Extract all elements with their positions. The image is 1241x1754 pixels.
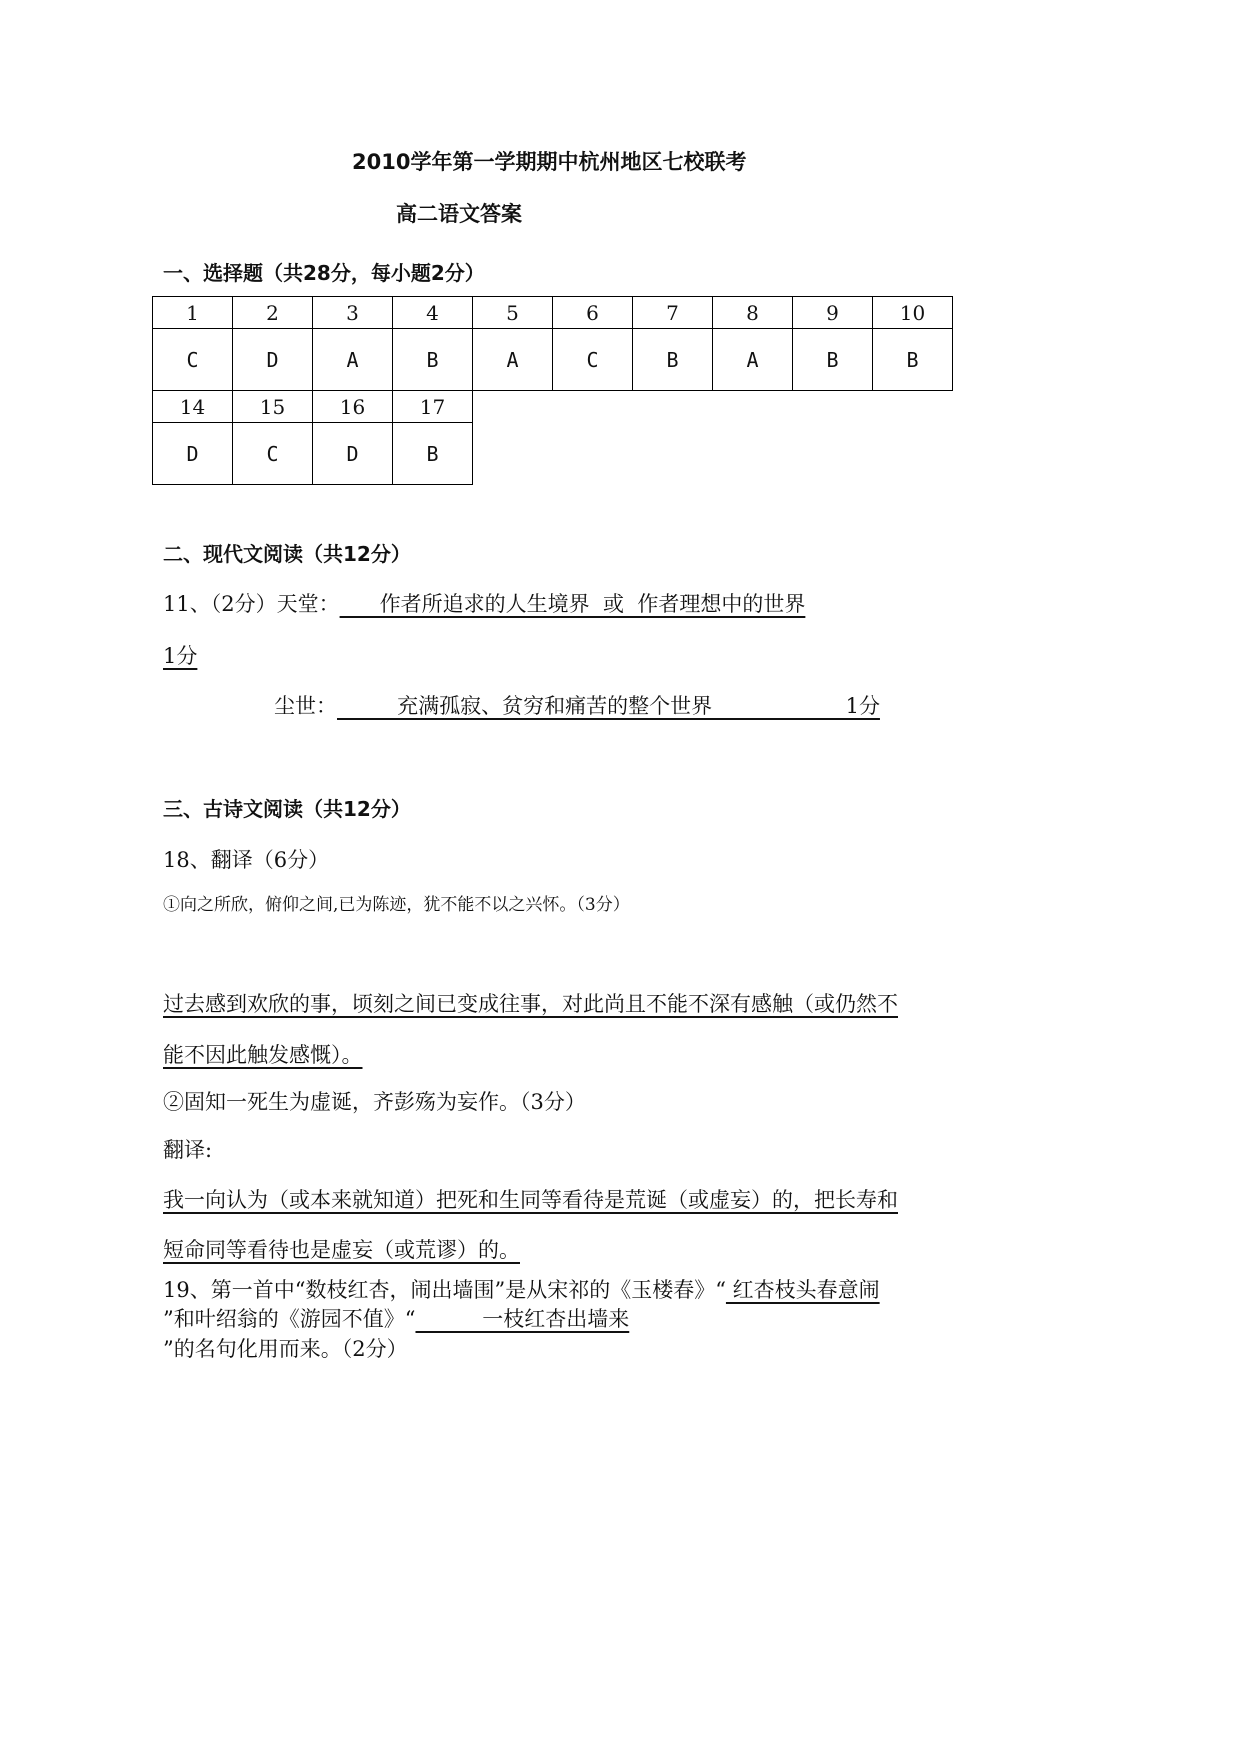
- answer-cell: A: [473, 329, 553, 391]
- table-row: [153, 297, 953, 329]
- q18-title: 18、翻译（6分）: [163, 848, 330, 872]
- exam-title: 2010学年第一学期期中杭州地区七校联考: [352, 150, 747, 174]
- empty-cell: [873, 423, 953, 485]
- table-row: [153, 423, 953, 485]
- q18-2-answer-line2: 短命同等看待也是虚妄（或荒谬）的。: [163, 1238, 520, 1262]
- section1-heading: 一、选择题（共28分，每小题2分）: [163, 261, 485, 285]
- answer-cell: B: [393, 423, 473, 485]
- question-number: 9: [793, 297, 873, 329]
- empty-cell: [713, 391, 793, 423]
- answer-cell: B: [393, 329, 473, 391]
- question-number: 6: [553, 297, 633, 329]
- question-number: 15: [233, 391, 313, 423]
- q11-line2-prefix: 尘世：: [274, 694, 337, 718]
- q18-1-question: ①向之所欣，俯仰之间,已为陈迹，犹不能不以之兴怀。（3分）: [163, 895, 630, 915]
- empty-cell: [873, 391, 953, 423]
- answer-cell: B: [793, 329, 873, 391]
- empty-cell: [793, 423, 873, 485]
- empty-cell: [633, 391, 713, 423]
- answer-subtitle: 高二语文答案: [396, 202, 522, 226]
- question-number: 5: [473, 297, 553, 329]
- answer-table: [152, 296, 953, 485]
- empty-cell: [713, 423, 793, 485]
- empty-cell: [793, 391, 873, 423]
- answer-cell: C: [153, 329, 233, 391]
- answer-cell: D: [233, 329, 313, 391]
- answer-cell: B: [873, 329, 953, 391]
- q19-line1: [163, 1274, 880, 1304]
- table-row: [153, 329, 953, 391]
- empty-cell: [553, 423, 633, 485]
- answer-cell: A: [713, 329, 793, 391]
- empty-cell: [473, 423, 553, 485]
- question-number: 16: [313, 391, 393, 423]
- q19-answer2: 一枝红杏出墙来: [415, 1307, 630, 1331]
- q11-line2-answer: 充满孤寂、贫穷和痛苦的整个世界 1分: [337, 694, 880, 718]
- question-number: 17: [393, 391, 473, 423]
- q11-line2: [274, 690, 880, 720]
- question-number: 7: [633, 297, 713, 329]
- section2-heading: 二、现代文阅读（共12分）: [163, 542, 411, 566]
- q19-line3: ”的名句化用而来。（2分）: [163, 1337, 408, 1361]
- section3-heading: 三、古诗文阅读（共12分）: [163, 797, 411, 821]
- answer-cell: A: [313, 329, 393, 391]
- q19-answer1: 红杏枝头春意闹: [725, 1278, 880, 1302]
- empty-cell: [553, 391, 633, 423]
- answer-cell: D: [153, 423, 233, 485]
- answer-cell: B: [633, 329, 713, 391]
- empty-cell: [473, 391, 553, 423]
- question-number: 2: [233, 297, 313, 329]
- answer-cell: D: [313, 423, 393, 485]
- question-number: 8: [713, 297, 793, 329]
- q11-answer: 作者所追求的人生境界 或 作者理想中的世界: [339, 592, 806, 616]
- question-number: 4: [393, 297, 473, 329]
- question-number: 3: [313, 297, 393, 329]
- q11-prefix: 11、（2分）天堂：: [163, 592, 340, 616]
- answer-cell: C: [553, 329, 633, 391]
- q11-line: [163, 588, 805, 618]
- q18-1-answer-line2: 能不因此触发感慨）。: [163, 1043, 363, 1067]
- table-row: [153, 391, 953, 423]
- question-number: 1: [153, 297, 233, 329]
- q11-score: 1分: [163, 644, 198, 668]
- q18-2-answer-line1: 我一向认为（或本来就知道）把死和生同等看待是荒诞（或虚妄）的，把长寿和: [163, 1188, 898, 1212]
- q19-part1: 19、第一首中“数枝红杏，闹出墙围”是从宋祁的《玉楼春》“: [163, 1278, 726, 1302]
- q19-part2: ”和叶绍翁的《游园不值》“: [163, 1307, 416, 1331]
- empty-cell: [633, 423, 713, 485]
- q19-line2: [163, 1303, 629, 1333]
- answer-cell: C: [233, 423, 313, 485]
- question-number: 14: [153, 391, 233, 423]
- q18-2-label: 翻译:: [163, 1138, 213, 1162]
- q18-2-question: ②固知一死生为虚诞，齐彭殇为妄作。（3分）: [163, 1090, 586, 1114]
- q18-1-answer-line1: 过去感到欢欣的事，顷刻之间已变成往事，对此尚且不能不深有感触（或仍然不: [163, 992, 898, 1016]
- question-number: 10: [873, 297, 953, 329]
